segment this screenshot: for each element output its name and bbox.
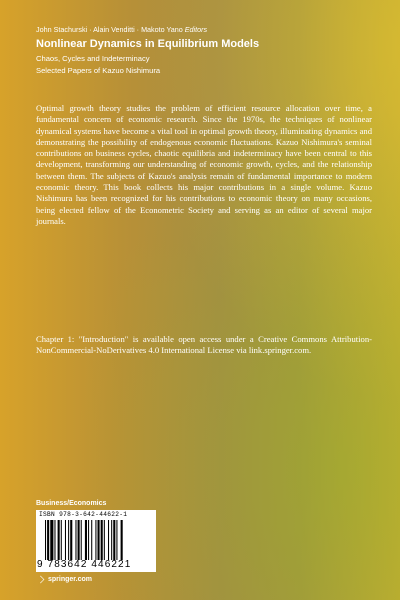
springer-logo bbox=[36, 575, 92, 584]
isbn-label: ISBN 978-3-642-44622-1 bbox=[39, 511, 128, 518]
book-title: Nonlinear Dynamics in Equilibrium Models bbox=[36, 38, 260, 50]
editors-role: Editors bbox=[184, 25, 208, 34]
springer-arrow-icon bbox=[37, 576, 45, 584]
editor-names: John Stachurski · Alain Venditti · Makoto Yano bbox=[36, 25, 183, 34]
barcode-panel bbox=[36, 510, 156, 572]
back-cover-header bbox=[36, 25, 376, 76]
editors-line bbox=[36, 25, 376, 35]
open-access-note: Chapter 1: "Introduction" is available open access under a Creative Commons Attribution-NonCommercial-NoDerivatives 4.0 International License via link.springer.com. bbox=[36, 334, 372, 356]
subject-category: Business/Economics bbox=[36, 500, 107, 507]
publisher-name: springer.com bbox=[48, 576, 92, 583]
book-subtitle: Chaos, Cycles and Indeterminacy bbox=[36, 54, 150, 63]
barcode-bars-icon bbox=[45, 520, 153, 560]
blurb-paragraph: Optimal growth theory studies the problem of efficient resource allocation over time, a fundamental concern of economic research. Since the 1970s, the techniques of nonlinear dynamical systems have become a vital tool in optimal growth theory, illuminating dynamics and demonstrating the possibility of endogenous economic fluctuations. Kazuo Nishimura's seminal contributions on business cycles, chaotic equilibria and indeterminacy have been central to this development, transforming our understanding of economic growth, cycles, and the relationship between them. The subjects of Kazuo's analysis remain of fundamental importance to modern economic theory. This book collects his major contributions in a single volume. Kazuo Nishimura has been recognized for his contributions to economic theory on many occasions, being elected fellow of the Econometric Society and serving as an editor of several major journals. bbox=[36, 103, 372, 226]
book-series-line: Selected Papers of Kazuo Nishimura bbox=[36, 66, 161, 75]
ean-number: 9 783642 446221 bbox=[37, 559, 132, 570]
